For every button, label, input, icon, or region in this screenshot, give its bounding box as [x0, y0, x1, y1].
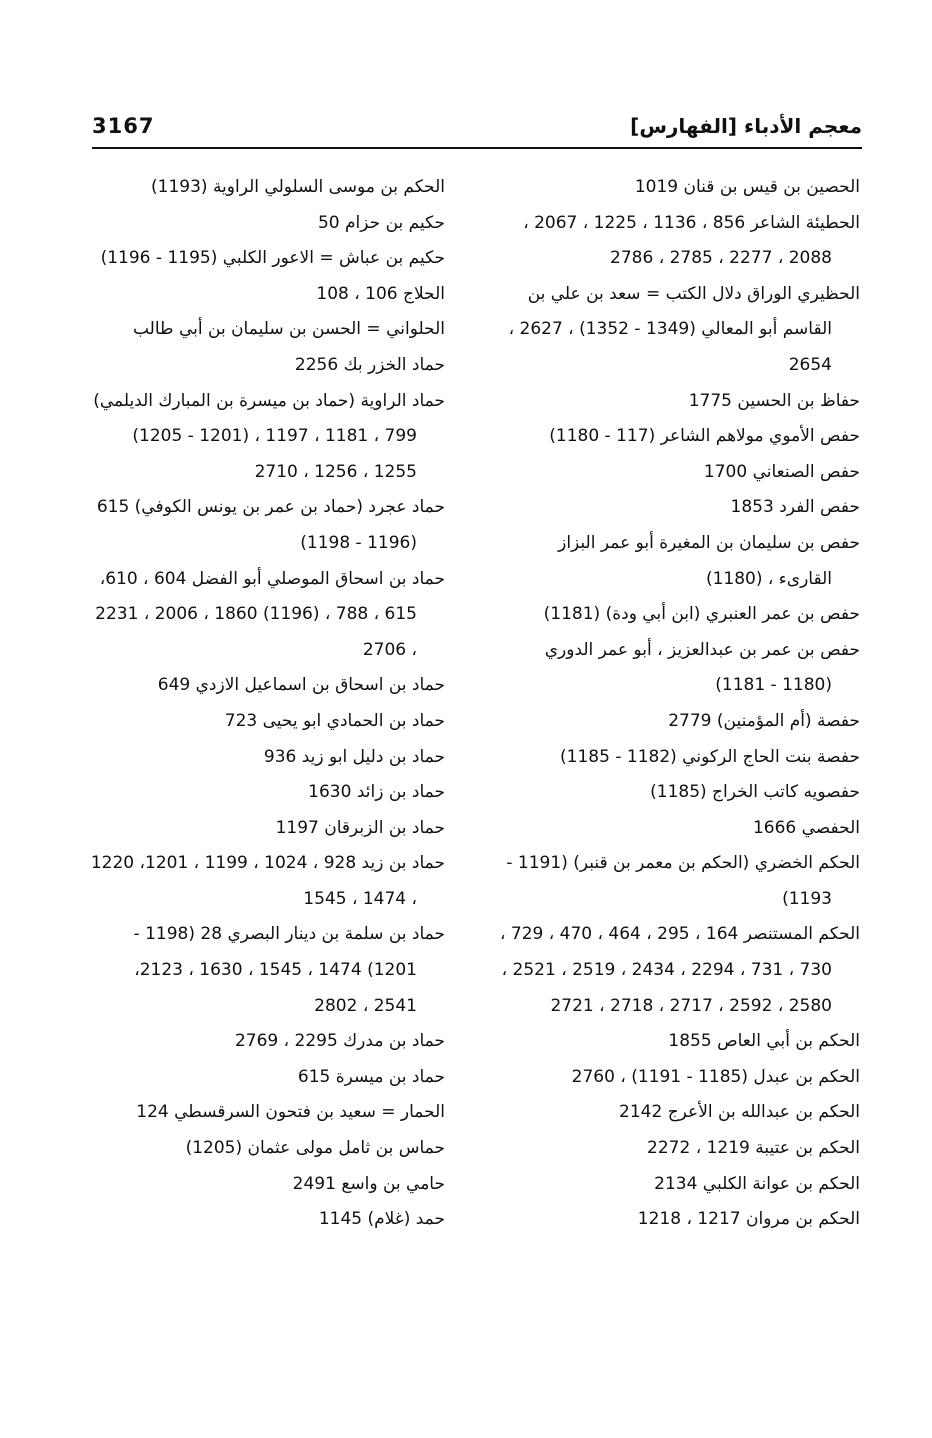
index-entry: الحطيئة الشاعر 856 ، 1136 ، 1225 ، 2067 ، 2088 ، 2277 ، 2785 ، 2786: [523, 212, 860, 269]
index-entry: الحكم بن عوانة الكلبي 2134: [654, 1173, 860, 1194]
index-entry: الحكم بن مروان 1217 ، 1218: [637, 1209, 860, 1230]
index-entry: حفص بن سليمان بن المغيرة أبو عمر البزاز القارىء ، (1180): [558, 532, 860, 589]
index-entry: حفصة بنت الحاج الركوني (1182 - 1185): [560, 746, 860, 767]
index-entry: حفص الأموي مولاهم الشاعر (117 - 1180): [549, 426, 860, 447]
index-entry: حماد بن اسحاق بن اسماعيل الازدي 649: [157, 675, 445, 696]
index-entry: الحكم بن أبي العاص 1855: [668, 1031, 860, 1052]
index-entry: حماد بن سلمة بن دينار البصري 28 (1198 - 1201) 1474 ، 1545 ، 1630 ، 2123، 2541 ، 2802: [133, 924, 445, 1016]
index-entry: الحلاج 106 ، 108: [316, 283, 445, 304]
index-entry: الحلواني = الحسن بن سليمان بن أبي طالب: [132, 319, 445, 340]
index-entry: الحكم بن عتيبة 1219 ، 2272: [647, 1138, 860, 1159]
index-entry: حمد (غلام) 1145: [318, 1209, 445, 1230]
index-column-right: [500, 170, 860, 1238]
page-number: 3167: [92, 114, 155, 138]
index-column-left: [87, 170, 445, 1238]
index-entry: حماد بن زيد 928 ، 1024 ، 1199 ، 1201، 1220 ، 1474 ، 1545: [90, 853, 445, 909]
index-entry: الحفصي 1666: [752, 817, 860, 838]
index-entry: الحكم بن عبدالله بن الأعرج 2142: [619, 1102, 860, 1123]
index-entry: حماد الراوية (حماد بن ميسرة بن المبارك الديلمي) 799 ، 1181 ، 1197 ، (1201 - 1205) 1255 ، 1256 ، 2710: [93, 390, 445, 482]
index-entry: حماد بن الزبرقان 1197: [275, 817, 445, 838]
index-entry: حماد عجرد (حماد بن عمر بن يونس الكوفي) 615 (1196 - 1198): [96, 497, 445, 553]
index-entry: حماد بن مدرك 2295 ، 2769: [234, 1031, 445, 1052]
index-entry: حفص بن عمر العنبري (ابن أبي ودة) (1181): [543, 604, 860, 625]
index-entry: حماس بن ثامل مولى عثمان (1205): [185, 1138, 445, 1159]
index-entry: الحكم بن عبدل (1185 - 1191) ، 2760: [571, 1066, 860, 1087]
index-entry: الحصين بن قيس بن قنان 1019: [634, 177, 860, 197]
index-entry: حماد بن دليل ابو زيد 936: [263, 746, 445, 767]
index-entry: حفصويه كاتب الخراج (1185): [650, 782, 860, 803]
index-entry: حماد بن الحمادي ابو يحيى 723: [224, 710, 445, 731]
page-header: [92, 112, 862, 146]
index-entry: حفاظ بن الحسين 1775: [688, 390, 860, 411]
index-entry: حفصة (أم المؤمنين) 2779: [668, 710, 860, 731]
index-entry: حفص الفرد 1853: [730, 497, 860, 518]
index-entry: الحكم بن موسى السلولي الراوية (1193): [151, 177, 445, 197]
index-entry: حفص الصنعاني 1700: [703, 461, 860, 482]
index-entry: حكيم بن عباش = الاعور الكلبي (1195 - 1196): [100, 248, 445, 269]
running-title: معجم الأدباء [الفهارس]: [630, 114, 862, 138]
index-entry: الحكم المستنصر 164 ، 295 ، 464 ، 470 ، 729 ، 730 ، 731 ، 2294 ، 2434 ، 2519 ، 2521 ، 2580 ، 2592 ، 2717 ، 2718 ، 2721: [499, 924, 860, 1016]
index-entry: حامي بن واسع 2491: [292, 1173, 445, 1194]
index-entry: حفص بن عمر بن عبدالعزيز ، أبو عمر الدوري (1180 - 1181): [544, 639, 860, 696]
index-entry: حكيم بن حزام 50: [317, 212, 445, 233]
index-entry: الحمار = سعيد بن فتحون السرقسطي 124: [136, 1102, 445, 1123]
header-rule: [92, 147, 862, 149]
index-entry: حماد بن ميسرة 615: [297, 1066, 445, 1087]
index-entry: حماد الخزر بك 2256: [294, 354, 445, 375]
index-entry: الحظيري الوراق دلال الكتب = سعد بن علي بن القاسم أبو المعالي (1349 - 1352) ، 2627 ، 2654: [508, 283, 860, 375]
index-entry: حماد بن زائد 1630: [308, 782, 445, 803]
index-entry: حماد بن اسحاق الموصلي أبو الفضل 604 ، 610، 615 ، 788 ، (1196) 1860 ، 2006 ، 2231 ، 2706: [95, 568, 445, 660]
index-entry: الحكم الخضري (الحكم بن معمر بن قنبر) (1191 - 1193): [506, 853, 860, 909]
